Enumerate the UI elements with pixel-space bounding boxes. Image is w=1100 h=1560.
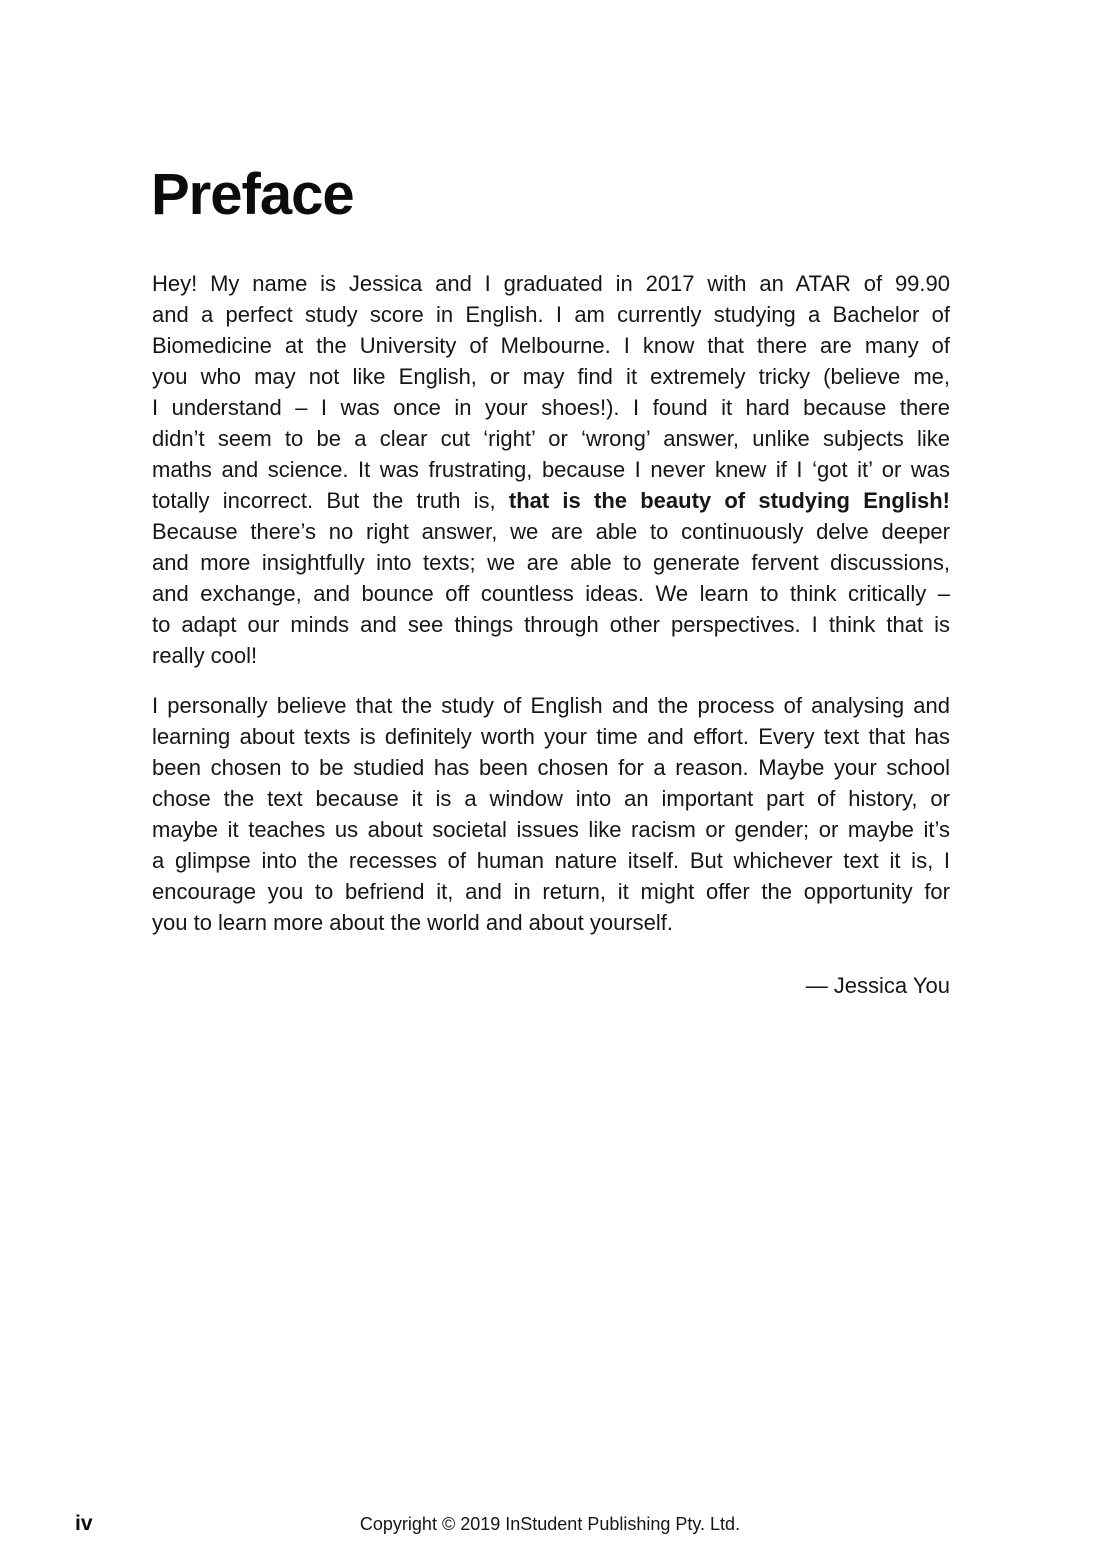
text-line: a glimpse into the recesses of human nature itself. But whichever text it is, I: [152, 848, 950, 873]
preface-paragraph-1: [152, 268, 950, 671]
text-line: I personally believe that the study of English and the process of analysing and: [152, 693, 950, 718]
text-line: really cool!: [152, 643, 258, 668]
text-line: and more insightfully into texts; we are able to generate fervent discussions,: [152, 550, 950, 575]
text-line: maths and science. It was frustrating, because I never knew if I ‘got it’ or was: [152, 457, 950, 482]
text-line: been chosen to be studied has been chosen for a reason. Maybe your school: [152, 755, 950, 780]
text-line: learning about texts is definitely worth your time and effort. Every text that has: [152, 724, 950, 749]
text-line: totally incorrect. But the truth is, that is the beauty of studying English!: [152, 488, 950, 513]
text-line: encourage you to befriend it, and in return, it might offer the opportunity for: [152, 879, 950, 904]
preface-paragraph-2: [152, 690, 950, 938]
text-line: Hey! My name is Jessica and I graduated in 2017 with an ATAR of 99.90: [152, 271, 950, 296]
text-line: to adapt our minds and see things through other perspectives. I think that is: [152, 612, 950, 637]
text-line: and exchange, and bounce off countless ideas. We learn to think critically –: [152, 581, 950, 606]
text-line: chose the text because it is a window into an important part of history, or: [152, 786, 950, 811]
text-line: I understand – I was once in your shoes!). I found it hard because there: [152, 395, 950, 420]
text-line: Biomedicine at the University of Melbourne. I know that there are many of: [152, 333, 950, 358]
text-line: you to learn more about the world and about yourself.: [152, 910, 673, 935]
page-title: Preface: [151, 162, 354, 227]
text-line: you who may not like English, or may find it extremely tricky (believe me,: [152, 364, 950, 389]
text-line: maybe it teaches us about societal issues like racism or gender; or maybe it’s: [152, 817, 950, 842]
text-line: Because there’s no right answer, we are able to continuously delve deeper: [152, 519, 950, 544]
text-line: didn’t seem to be a clear cut ‘right’ or ‘wrong’ answer, unlike subjects like: [152, 426, 950, 451]
text-line: and a perfect study score in English. I am currently studying a Bachelor of: [152, 302, 950, 327]
footer-copyright: Copyright © 2019 InStudent Publishing Pty. Ltd.: [359, 1514, 741, 1534]
author-signature: — Jessica You: [805, 973, 950, 998]
footer-page-number: iv: [75, 1512, 93, 1535]
